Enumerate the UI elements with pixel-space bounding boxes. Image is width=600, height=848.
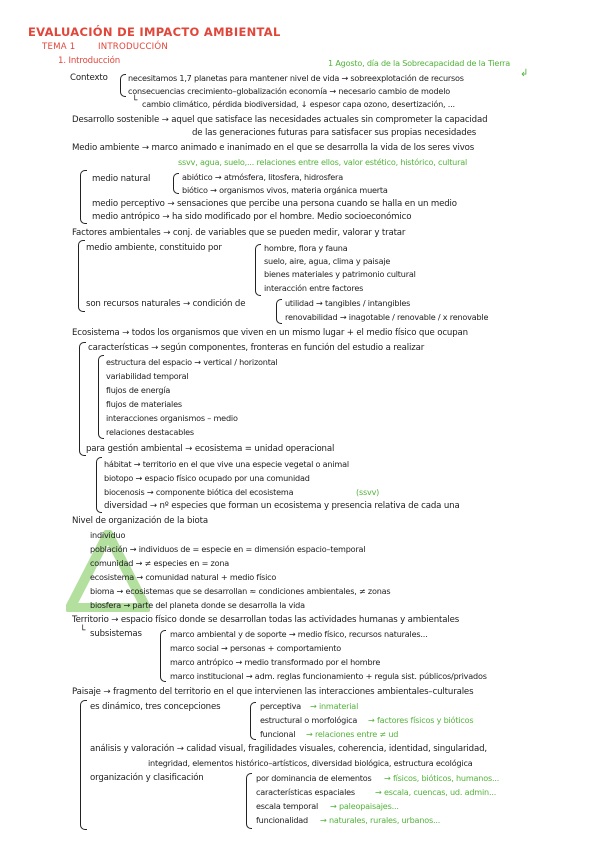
clasif-funcionalidad-note: → naturales, rurales, urbanos... <box>320 815 441 825</box>
organizacion-label: organización y clasificación <box>90 773 204 783</box>
nivel-individuo: individuo <box>90 530 126 540</box>
factores-recursos: son recursos naturales → condición de <box>86 299 246 309</box>
clasif-espaciales-note: → escala, cuencas, ud. admin... <box>375 787 497 797</box>
nivel-comunidad: comunidad → ≠ especies en = zona <box>90 558 230 568</box>
desarrollo-line-1: Desarrollo sostenible → aquel que satisface las necesidades actuales sin comprometer la capacidad <box>72 115 488 125</box>
subsistema-1: marco ambiental y de soporte → medio físico, recursos naturales... <box>170 629 428 639</box>
side-note: 1 Agosto, día de la Sobrecapacidad de la Tierra <box>328 58 511 68</box>
analisis-line-1: análisis y valoración → calidad visual, fragilidades visuales, coherencia, identidad, singularidad, <box>90 744 487 754</box>
utilidad-line: utilidad → tangibles / intangibles <box>285 298 411 308</box>
biotopo-line: biotopo → espacio físico ocupado por una comunidad <box>104 473 310 483</box>
caract-item-6: relaciones destacables <box>106 427 194 437</box>
medio-line-1: Medio ambiente → marco animado e inanimado en el que se desarrolla la vida de los seres vivos <box>72 143 475 153</box>
brace <box>255 244 261 296</box>
nivel-title: Nivel de organización de la biota <box>72 516 208 526</box>
brace <box>79 342 86 456</box>
tema-number: TEMA 1 <box>42 42 76 52</box>
contexto-line-3: cambio climático, pérdida biodiversidad, ↓ espesor capa ozono, desertización, ... <box>142 99 455 109</box>
page-title: EVALUACIÓN DE IMPACTO AMBIENTAL <box>28 25 281 39</box>
caract-item-5: interacciones organismos – medio <box>106 413 238 423</box>
contexto-label: Contexto <box>70 73 108 83</box>
biocenosis-line: biocenosis → componente biótica del ecosistema <box>104 487 294 497</box>
factor-item-4: interacción entre factores <box>264 283 364 293</box>
nivel-bioma: bioma → ecosistemas que se desarrollan ≈ condiciones ambientales, ≠ zonas <box>90 586 391 596</box>
ecosistema-line-1: Ecosistema → todos los organismos que viven en un mismo lugar + el medio físico que ocupan <box>72 328 468 338</box>
curve-arrow-icon: ↲ <box>520 68 529 79</box>
desarrollo-line-2: de las generaciones futuras para satisfacer sus propias necesidades <box>192 128 477 138</box>
abiotico-line: abiótico → atmósfera, litosfera, hidrosfera <box>182 172 343 182</box>
clasif-dominancia: por dominancia de elementos <box>256 773 372 783</box>
caract-item-2: variabilidad temporal <box>106 371 189 381</box>
analisis-line-2: integridad, elementos histórico–artísticos, diversidad biológica, estructura ecológica <box>148 758 473 768</box>
nivel-poblacion: población → individuos de = especie en = dimensión espacio–temporal <box>90 544 366 554</box>
clasif-temporal: escala temporal <box>256 801 319 811</box>
contexto-line-1: necesitamos 1,7 planetas para mantener nivel de vida → sobreexplotación de recursos <box>128 73 464 83</box>
subsistema-2: marco social → personas + comportamiento <box>170 643 342 653</box>
clasif-funcionalidad: funcionalidad <box>256 815 308 825</box>
clasif-espaciales: características espaciales <box>256 787 355 797</box>
nivel-ecosistema: ecosistema → comunidad natural + medio físico <box>90 572 277 582</box>
territorio-line-1: Territorio → espacio físico donde se desarrollan todas las actividades humanas y ambientales <box>72 615 460 625</box>
corner-arrow-icon: └ <box>132 96 138 106</box>
brace <box>80 700 87 830</box>
factores-constituido: medio ambiente, constituido por <box>86 243 222 253</box>
subsistemas-label: subsistemas <box>90 629 142 639</box>
subsistema-3: marco antrópico → medio transformado por el hombre <box>170 657 381 667</box>
gestion-line: para gestión ambiental → ecosistema = unidad operacional <box>86 444 335 454</box>
brace <box>246 773 252 829</box>
paisaje-dinamico: es dinámico, tres concepciones <box>90 702 221 712</box>
medio-line-2: ssvv, agua, suelo,... relaciones entre ellos, valor estético, histórico, cultural <box>178 157 468 167</box>
concepcion-estructural: estructural o morfológica <box>260 715 358 725</box>
clasif-dominancia-note: → físicos, bióticos, humanos... <box>384 773 500 783</box>
caract-item-3: flujos de energía <box>106 385 171 395</box>
nivel-biosfera: biosfera → parte del planeta donde se desarrolla la vida <box>90 600 305 610</box>
factor-item-3: bienes materiales y patrimonio cultural <box>264 269 416 279</box>
contexto-line-2: consecuencias crecimiento–globalización economía → necesario cambio de modelo <box>128 86 451 96</box>
subsistema-4: marco institucional → adm. reglas funcionamiento + regula sist. públicos/privados <box>170 671 487 681</box>
concepcion-funcional-note: → relaciones entre ≠ ud <box>306 729 399 739</box>
caract-item-1: estructura del espacio → vertical / horizontal <box>106 357 278 367</box>
medio-perceptivo-line: medio perceptivo → sensaciones que percibe una persona cuando se halla en un medio <box>92 199 457 209</box>
diversidad-line: diversidad → nº especies que forman un ecosistema y presencia relativa de cada una <box>104 501 460 511</box>
renovabilidad-line: renovabilidad → inagotable / renovable / x renovable <box>285 312 489 322</box>
brace <box>96 457 102 513</box>
caracteristicas-line: características → según componentes, fronteras en función del estudio a realizar <box>88 343 425 353</box>
caract-item-4: flujos de materiales <box>106 399 182 409</box>
brace <box>78 240 85 312</box>
brace <box>98 355 104 439</box>
brace <box>276 299 282 324</box>
clasif-temporal-note: → paleopaisajes... <box>330 801 399 811</box>
biotico-line: biótico → organismos vivos, materia orgánica muerta <box>182 185 388 195</box>
brace <box>250 702 256 740</box>
medio-antropico-line: medio antrópico → ha sido modificado por el hombre. Medio socioeconómico <box>92 212 412 222</box>
medio-natural-label: medio natural <box>92 174 151 184</box>
concepcion-funcional: funcional <box>260 729 296 739</box>
concepcion-perceptiva-note: → inmaterial <box>310 701 359 711</box>
factor-item-2: suelo, aire, agua, clima y paisaje <box>264 256 391 266</box>
paisaje-line-1: Paisaje → fragmento del territorio en el que intervienen las interacciones ambientales–culturales <box>72 687 474 697</box>
brace <box>160 630 166 682</box>
concepcion-estructural-note: → factores físicos y bióticos <box>368 715 474 725</box>
concepcion-perceptiva: perceptiva <box>260 701 302 711</box>
biocenosis-note: (ssvv) <box>356 487 380 497</box>
section-heading: 1. Introducción <box>58 56 121 66</box>
factores-line-1: Factores ambientales → conj. de variables que se pueden medir, valorar y tratar <box>72 228 406 238</box>
brace <box>120 74 126 97</box>
factor-item-1: hombre, flora y fauna <box>264 243 348 253</box>
brace <box>173 173 179 194</box>
habitat-line: hábitat → territorio en el que vive una especie vegetal o animal <box>104 459 349 469</box>
corner-arrow-icon: └ <box>80 626 86 636</box>
brace <box>80 170 87 224</box>
tema-name: INTRODUCCIÓN <box>98 42 168 52</box>
